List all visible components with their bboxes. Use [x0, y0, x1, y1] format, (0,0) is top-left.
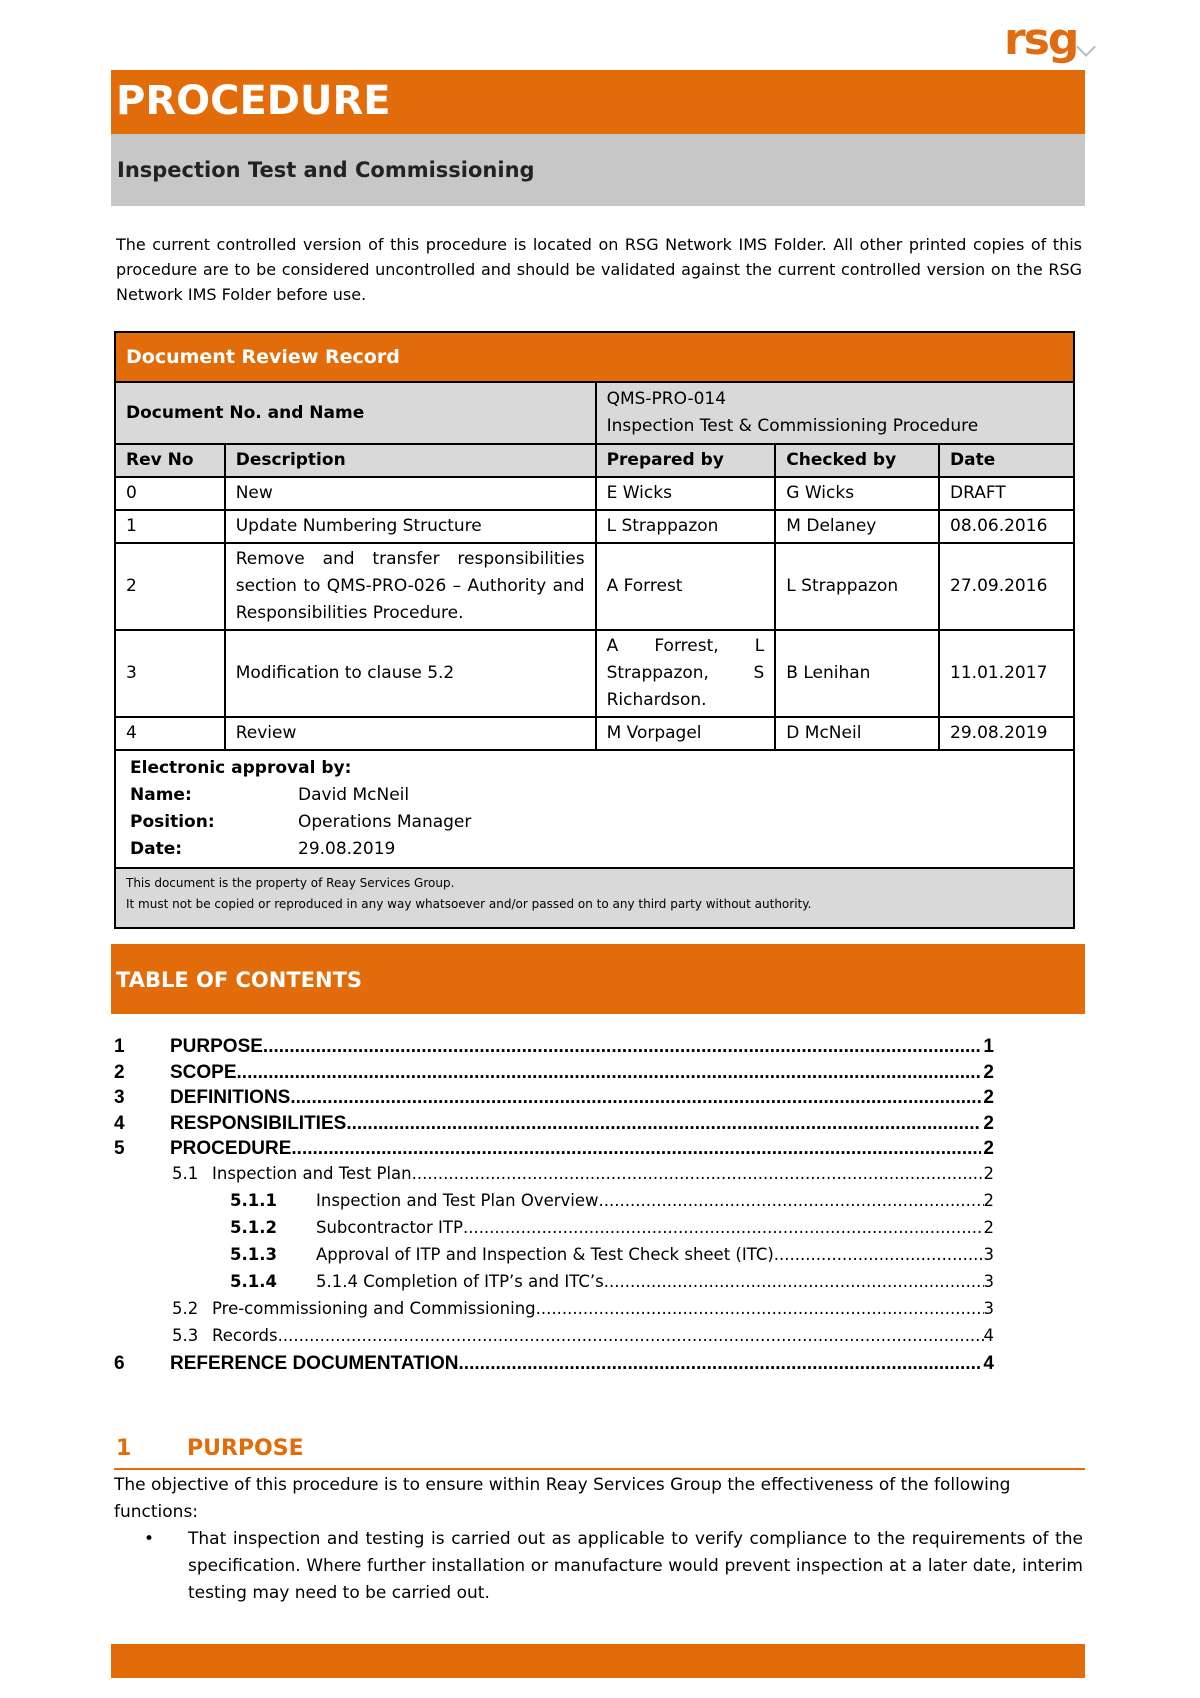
- toc-entry[interactable]: [114, 1353, 994, 1379]
- doc-info-row: [115, 382, 1074, 444]
- toc-label: 5.1.4 Completion of ITP’s and ITC’s: [316, 1271, 604, 1291]
- toc-leader: [536, 1299, 984, 1318]
- toc-leader: [263, 1036, 982, 1058]
- table-row: [115, 630, 1074, 717]
- toc-num: 5.1.2: [230, 1217, 277, 1237]
- approval-date-label: Date:: [130, 839, 183, 859]
- doc-number-name: [596, 382, 1074, 444]
- toc-entry[interactable]: [114, 1299, 994, 1326]
- checked-cell: M Delaney: [775, 510, 939, 543]
- toc-banner: [111, 944, 1085, 1014]
- document-review-record: [114, 331, 1075, 929]
- date-cell: 11.01.2017: [939, 630, 1074, 717]
- table-row: [115, 543, 1074, 630]
- toc-num: 5.1.4: [230, 1271, 277, 1291]
- toc-page: 2: [983, 1061, 994, 1083]
- purpose-body: The objective of this procedure is to ensure within Reay Services Group the effectiveness of the following functions:: [114, 1475, 1011, 1522]
- prepared-cell: E Wicks: [596, 477, 776, 510]
- toc-leader: [463, 1218, 984, 1237]
- toc-num: 6: [114, 1352, 125, 1374]
- toc-entry[interactable]: [114, 1326, 994, 1353]
- desc-cell: New: [225, 477, 596, 510]
- toc-leader: [412, 1164, 984, 1183]
- rev-cell: 1: [115, 510, 225, 543]
- approval-name: David McNeil: [298, 785, 410, 805]
- toc-page: 2: [983, 1163, 994, 1183]
- rev-cell: 3: [115, 630, 225, 717]
- logo-tick-icon: [1076, 37, 1096, 57]
- toc-label: Approval of ITP and Inspection & Test Check sheet (ITC): [316, 1244, 774, 1264]
- toc-num: 1: [114, 1036, 125, 1057]
- toc-entry[interactable]: [114, 1087, 994, 1113]
- toc-leader: [599, 1191, 984, 1210]
- approval-position-label: Position:: [130, 812, 215, 832]
- logo-text: rsg: [1004, 14, 1078, 65]
- page-title: PROCEDURE: [116, 78, 391, 124]
- rev-cell: 2: [115, 543, 225, 630]
- toc-leader: [346, 1113, 981, 1135]
- section-number: 1: [116, 1436, 132, 1461]
- toc-leader: [237, 1062, 982, 1084]
- bullet-text: That inspection and testing is carried out as applicable to verify compliance to the requirements of the specification. Where further installation or manufacture would prevent inspection at a later date, interim testing may need to be carried out.: [188, 1529, 1083, 1603]
- col-prepared: Prepared by: [596, 444, 776, 477]
- col-rev: Rev No: [115, 444, 225, 477]
- prepared-cell: A Forrest, L Strappazon, S Richardson.: [596, 630, 776, 717]
- rev-cell: 4: [115, 717, 225, 750]
- section-title: PURPOSE: [187, 1436, 304, 1461]
- rev-cell: 0: [115, 477, 225, 510]
- toc-page: 3: [983, 1244, 994, 1264]
- toc-page: 2: [983, 1112, 994, 1134]
- col-checked: Checked by: [775, 444, 939, 477]
- desc-cell: Review: [225, 717, 596, 750]
- notice-line-2: It must not be copied or reproduced in any way whatsoever and/or passed on to any third party without authority.: [126, 897, 812, 911]
- toc-num: 5.2: [172, 1298, 199, 1318]
- toc-label: Records: [212, 1325, 278, 1345]
- toc-label: PROCEDURE: [170, 1138, 292, 1160]
- purpose-bullet: [144, 1526, 1083, 1607]
- date-cell: 29.08.2019: [939, 717, 1074, 750]
- toc-leader: [774, 1245, 984, 1264]
- toc-leader: [278, 1326, 984, 1345]
- toc-num: 4: [114, 1112, 125, 1134]
- approval-position: Operations Manager: [298, 812, 472, 832]
- toc-page: 2: [983, 1087, 994, 1109]
- toc-entry[interactable]: [114, 1191, 994, 1218]
- toc-label: REFERENCE DOCUMENTATION: [170, 1352, 459, 1374]
- table-row: [115, 510, 1074, 543]
- approval-heading: Electronic approval by:: [130, 758, 352, 778]
- toc-leader: [604, 1272, 984, 1291]
- review-header-row: [115, 444, 1074, 477]
- review-record-title: Document Review Record: [115, 332, 1074, 382]
- doc-label: Document No. and Name: [115, 382, 596, 444]
- toc-num: 5: [114, 1138, 125, 1160]
- toc-entry[interactable]: [114, 1138, 994, 1164]
- property-notice-row: [115, 868, 1074, 928]
- toc-num: 3: [114, 1087, 125, 1109]
- section-purpose-heading: [114, 1432, 1085, 1470]
- procedure-banner: [111, 70, 1085, 134]
- toc-label: Subcontractor ITP: [316, 1217, 463, 1237]
- col-date: Date: [939, 444, 1074, 477]
- notice-line-1: This document is the property of Reay Services Group.: [126, 876, 455, 890]
- page-subtitle: Inspection Test and Commissioning: [117, 158, 535, 182]
- date-cell: DRAFT: [939, 477, 1074, 510]
- toc-page: 3: [983, 1298, 994, 1318]
- toc-label: Inspection and Test Plan: [212, 1163, 412, 1183]
- toc-page: 4: [983, 1325, 994, 1345]
- toc-num: 5.1.1: [230, 1190, 277, 1210]
- toc-entry[interactable]: [114, 1036, 994, 1062]
- toc-page: 4: [983, 1352, 994, 1374]
- doc-number: QMS-PRO-014: [606, 389, 727, 409]
- checked-cell: G Wicks: [775, 477, 939, 510]
- toc-leader: [290, 1087, 981, 1109]
- doc-name: Inspection Test & Commissioning Procedure: [606, 416, 979, 436]
- toc-entry[interactable]: [114, 1062, 994, 1088]
- table-of-contents: [114, 1036, 994, 1379]
- table-row: [115, 717, 1074, 750]
- subtitle-banner: [111, 134, 1085, 206]
- controlled-version-notice: The current controlled version of this procedure is located on RSG Network IMS Folder. All other printed copies of this procedure are to be considered uncontrolled and should be validated against the current controlled version on the RSG Network IMS Folder before use.: [116, 235, 1082, 304]
- toc-label: DEFINITIONS: [170, 1087, 291, 1109]
- table-row: [115, 477, 1074, 510]
- toc-label: Inspection and Test Plan Overview: [316, 1190, 599, 1210]
- toc-entry[interactable]: [114, 1272, 994, 1299]
- prepared-cell: A Forrest: [596, 543, 776, 630]
- bullet-icon: •: [144, 1529, 155, 1549]
- desc-cell: Update Numbering Structure: [225, 510, 596, 543]
- toc-title: TABLE OF CONTENTS: [116, 968, 363, 992]
- toc-num: 2: [114, 1061, 125, 1083]
- checked-cell: B Lenihan: [775, 630, 939, 717]
- date-cell: 08.06.2016: [939, 510, 1074, 543]
- toc-page: 1: [983, 1036, 994, 1057]
- toc-entry[interactable]: [114, 1218, 994, 1245]
- toc-entry[interactable]: [114, 1245, 994, 1272]
- desc-cell: Remove and transfer responsibilities section to QMS-PRO-026 – Authority and Responsibilities Procedure.: [225, 543, 596, 630]
- approval-name-label: Name:: [130, 785, 192, 805]
- toc-label: RESPONSIBILITIES: [170, 1112, 347, 1134]
- toc-label: Pre-commissioning and Commissioning: [212, 1298, 536, 1318]
- prepared-cell: M Vorpagel: [596, 717, 776, 750]
- property-notice: [115, 868, 1074, 928]
- toc-page: 3: [983, 1271, 994, 1291]
- toc-entry[interactable]: [114, 1113, 994, 1139]
- toc-page: 2: [983, 1217, 994, 1237]
- toc-entry[interactable]: [114, 1164, 994, 1191]
- toc-num: 5.3: [172, 1325, 199, 1345]
- electronic-approval: [115, 750, 1074, 868]
- prepared-cell: L Strappazon: [596, 510, 776, 543]
- checked-cell: D McNeil: [775, 717, 939, 750]
- date-cell: 27.09.2016: [939, 543, 1074, 630]
- toc-label: SCOPE: [170, 1061, 237, 1083]
- approval-date: 29.08.2019: [298, 839, 396, 859]
- desc-cell: Modification to clause 5.2: [225, 630, 596, 717]
- toc-num: 5.1: [172, 1163, 199, 1183]
- checked-cell: L Strappazon: [775, 543, 939, 630]
- toc-leader: [291, 1138, 981, 1160]
- toc-leader: [459, 1353, 982, 1375]
- footer-bar: [111, 1644, 1085, 1678]
- toc-page: 2: [983, 1138, 994, 1160]
- col-description: Description: [225, 444, 596, 477]
- approval-row: [115, 750, 1074, 868]
- toc-num: 5.1.3: [230, 1244, 277, 1264]
- toc-label: PURPOSE: [170, 1036, 263, 1057]
- toc-page: 2: [983, 1190, 994, 1210]
- rsg-logo: [1004, 14, 1093, 65]
